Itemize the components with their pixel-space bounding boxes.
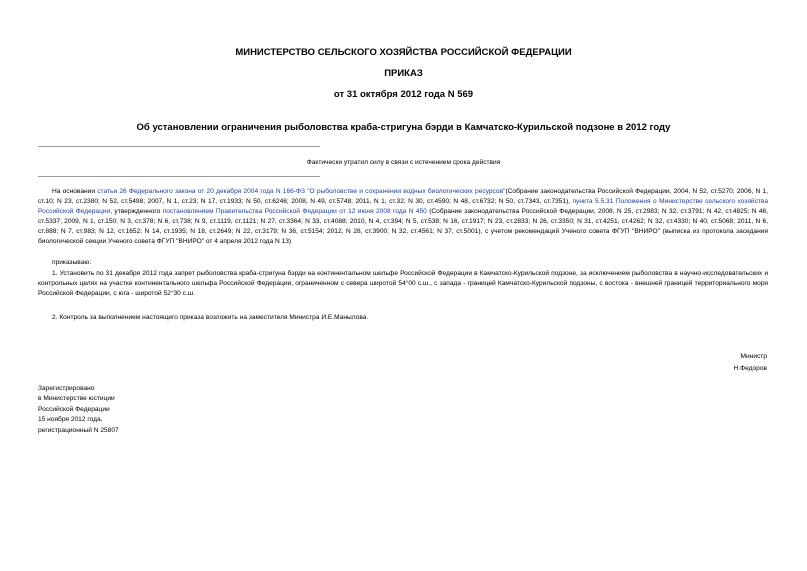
order-type-heading: ПРИКАЗ (384, 68, 423, 79)
order-item-2-text: 2. Контроль за выполнением настоящего приказа возложить на заместителя Министра И.Е.Манылова. (52, 314, 369, 321)
ministry-regulation-link[interactable]: пункта 5.5.31 Положения о Министерстве сельского хозяйства Российской Федерации (38, 198, 768, 215)
registration-date: 15 ноября 2012 года, (38, 416, 103, 424)
government-resolution-link[interactable]: постановлением Правительства Российской Федерации от 12 июня 2008 года N 450 (162, 208, 427, 215)
decree-word-text: приказываю: (52, 259, 92, 266)
validity-note: Фактически утратил силу в связи с истечением срока действия (306, 159, 501, 166)
order-item-1-text: 1. Установить по 31 декабря 2012 года запрет рыболовства краба-стригуна бэрди на континентальном шельфе Российской Федерации в Камчатско-Курильской подзоне, за исключением рыболовства в научно-исследовательских и контрольных целях на участке континентального шельфа Российской Федерации, ограниченном с севера широтой 54°00 с.ш., с запада - границей Камчатско-Курильской подзоны, с востока - внешней границей территориального моря Российской Федерации, с юга - широтой 52°30 с.ш. (38, 270, 768, 297)
registration-block (38, 384, 119, 436)
basis-text-3: (Собрание законодательства Российской Федерации, 2008, N 25, ст.2983; N 32, ст.3791; N 42, ст.4825; N 46, ст.5337; 2009, N 1, ст.150; N 3, ст.378; N 6, ст.738; N 9, ст.1119, ст.1121; N 27, ст.3364; N 33, ст.4088; 2010, N 4, ст.394; N 5, ст.538; N 16, ст.1917; N 23, ст.2833; N 26, ст.3350; N 31, ст.4251, ст.4262; N 32, ст.4330; N 40, ст.5068; 2011, N 6, ст.888; N 7, ст.983; N 12, ст.1652; N 14, ст.1935; N 18, ст.2649; N 22, ст.3179; N 36, ст.5154; 2012, N 28, ст.3900; N 32, ст.4561; N 37, ст.5001), с учетом рекомендаций Ученого совета ФГУП "ВНИРО" (выписка из протокола заседания биологической секции Ученого совета ФГУП "ВНИРО" от 4 апреля 2012 года N 13) (38, 208, 768, 245)
basis-paragraph (38, 187, 768, 247)
basis-text-1: (Собрание законодательства Российской Федерации, 2004, N 52, ст.5270; 2006, N 1, ст.10; N 23, ст.2380; N 52, ст.5498; 2007, N 1, ст.23; N 17, ст.1933; N 50, ст.6246; 2008, N 49, ст.5748; 2011, N 1, ст.32; N 30, ст.4590; N 48, ст.6732; N 50, ст.7343, ст.7351), (38, 188, 768, 205)
signature-block (734, 351, 767, 375)
basis-intro: На основании (52, 188, 98, 195)
signer-position: Министр (740, 353, 767, 360)
registration-number: регистрационный N 25807 (38, 426, 119, 434)
order-item-1 (38, 269, 768, 299)
signer-name: Н.Федоров (733, 365, 767, 372)
ministry-heading: МИНИСТЕРСТВО СЕЛЬСКОГО ХОЗЯЙСТВА РОССИЙСКОЙ ФЕДЕРАЦИИ (235, 47, 572, 58)
order-date-heading: от 31 октября 2012 года N 569 (333, 89, 474, 100)
registration-line-2: в Министерстве юстиции (38, 395, 115, 403)
top-divider (38, 146, 320, 147)
order-title: Об установлении ограничения рыболовства краба-стригуна бэрди в Камчатско-Курильской подзоне в 2012 году (136, 122, 671, 133)
bottom-divider (38, 176, 320, 177)
basis-text-2: , утвержденного (110, 208, 163, 215)
registration-line-1: Зарегистрировано (38, 385, 95, 392)
order-item-2 (38, 313, 768, 323)
decree-word (38, 258, 768, 268)
registration-line-3: Российской Федерации (38, 405, 110, 413)
federal-law-link[interactable]: статьи 26 Федерального закона от 20 декабря 2004 года N 166-ФЗ "О рыболовстве и сохранении водных биологических ресурсов" (97, 188, 506, 195)
